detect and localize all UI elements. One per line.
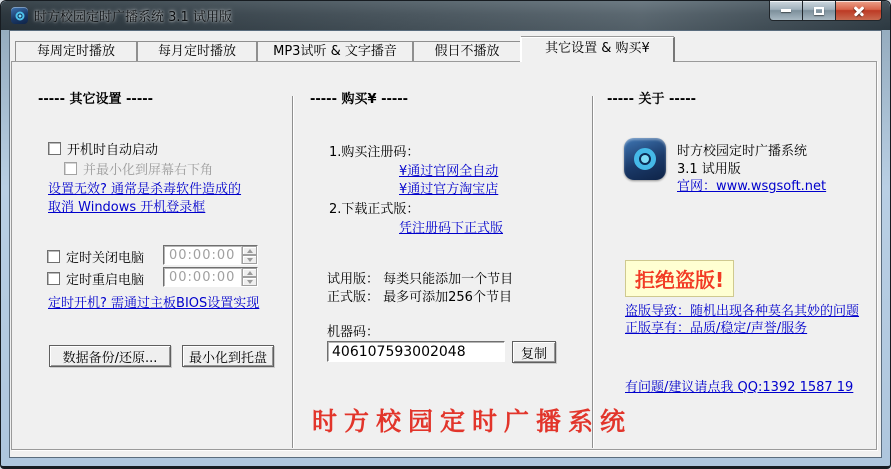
minimize-button[interactable] (769, 1, 803, 21)
restart-checkbox-row (47, 269, 144, 288)
restart-time-spinner (241, 268, 257, 286)
full-limit-note: 正式版： 最多可添加256个节目 (327, 290, 512, 305)
buy-official-site-link[interactable]: ¥通过官网全自动 (399, 164, 499, 179)
logo-dot (18, 14, 21, 17)
maximize-icon (814, 7, 824, 15)
anti-piracy-banner: 拒绝盗版! (625, 260, 734, 297)
maximize-button[interactable] (803, 1, 836, 21)
tab-weekly-playback[interactable]: 每周定时播放 (15, 41, 137, 61)
minimize-icon (781, 9, 791, 12)
client-area (9, 30, 882, 458)
shutdown-time-spinner (241, 246, 257, 264)
brand-watermark-text: 时方校园定时广播系统 (312, 407, 633, 436)
restart-checkbox[interactable] (47, 272, 60, 285)
machine-code-input[interactable] (327, 341, 505, 362)
logo-dot (641, 155, 649, 163)
tab-monthly-playback[interactable]: 每月定时播放 (137, 41, 257, 61)
tab-other-settings-buy[interactable]: 其它设置 & 购买¥ (521, 37, 674, 62)
window-title: 时方校园定时广播系统 3.1 试用版 (34, 10, 232, 25)
shutdown-time-value: 00:00:00 (169, 247, 236, 263)
buy-taobao-link[interactable]: ¥通过官方淘宝店 (399, 182, 499, 197)
autostart-checkbox[interactable] (48, 142, 61, 155)
minimize-corner-label: 并最小化到屏幕右下角 (83, 163, 214, 178)
spinner-up-icon[interactable] (242, 268, 257, 277)
tab-mp3-text-broadcast[interactable]: MP3试听 & 文字播音 (257, 41, 413, 61)
minimize-to-tray-button[interactable]: 最小化到托盘 (182, 345, 274, 367)
machine-code-label: 机器码： (327, 325, 380, 340)
close-button[interactable] (836, 1, 882, 21)
restart-time-value: 00:00:00 (169, 269, 236, 285)
shutdown-label: 定时关闭电脑 (66, 251, 145, 266)
cancel-windows-login-link[interactable]: 取消 Windows 开机登录框 (48, 200, 206, 215)
copy-button[interactable]: 复制 (512, 341, 556, 363)
about-app-logo-icon (624, 138, 666, 180)
trial-limit-note: 试用版： 每类只能添加一个节目 (327, 272, 514, 287)
column-divider-2 (592, 96, 593, 448)
tab-holiday-no-play[interactable]: 假日不播放 (413, 41, 521, 61)
autostart-label: 开机时自动启动 (67, 143, 159, 158)
minimize-corner-checkbox-row (64, 159, 213, 178)
piracy-warning-link[interactable]: 盗版导致：随机出现各种莫名其妙的问题 (625, 304, 860, 319)
purchase-step1-label: 1.购买注册码： (329, 145, 420, 160)
spinner-down-icon[interactable] (242, 277, 257, 286)
spinner-down-icon[interactable] (242, 255, 257, 264)
close-icon (852, 5, 866, 17)
settings-invalid-link[interactable]: 设置无效? 通常是杀毒软件造成的 (48, 182, 242, 197)
about-app-name: 时方校园定时广播系统 (677, 144, 808, 159)
purchase-section-header: ----- 购买¥ ----- (310, 92, 409, 107)
autostart-checkbox-row (48, 139, 158, 158)
restart-time-field[interactable] (163, 267, 258, 287)
official-website-link[interactable]: 官网：www.wsgsoft.net (677, 179, 827, 194)
titlebar[interactable] (1, 1, 890, 30)
column-divider-1 (292, 96, 293, 448)
window-controls (769, 1, 882, 21)
shutdown-time-field[interactable] (163, 245, 258, 265)
about-version: 3.1 试用版 (677, 162, 741, 177)
qq-contact-link[interactable]: 有问题/建议请点我 QQ:1392 1587 19 (625, 380, 854, 395)
shutdown-checkbox-row (47, 247, 144, 266)
settings-section-header: ----- 其它设置 ----- (38, 92, 154, 107)
about-section-header: ----- 关于 ----- (607, 92, 697, 107)
bios-boot-link[interactable]: 定时开机? 需通过主板BIOS设置实现 (48, 296, 260, 311)
minimize-corner-checkbox[interactable] (64, 162, 77, 175)
purchase-step2-label: 2.下载正式版： (329, 202, 420, 217)
genuine-benefits-link[interactable]: 正版享有：品质/稳定/声誉/服务 (625, 321, 808, 336)
backup-restore-button[interactable]: 数据备份/还原... (49, 345, 171, 367)
tab-page (11, 61, 877, 450)
app-logo-icon (11, 7, 28, 24)
restart-label: 定时重启电脑 (66, 273, 145, 288)
shutdown-checkbox[interactable] (47, 250, 60, 263)
download-full-version-link[interactable]: 凭注册码下正式版 (399, 221, 504, 236)
spinner-up-icon[interactable] (242, 246, 257, 255)
